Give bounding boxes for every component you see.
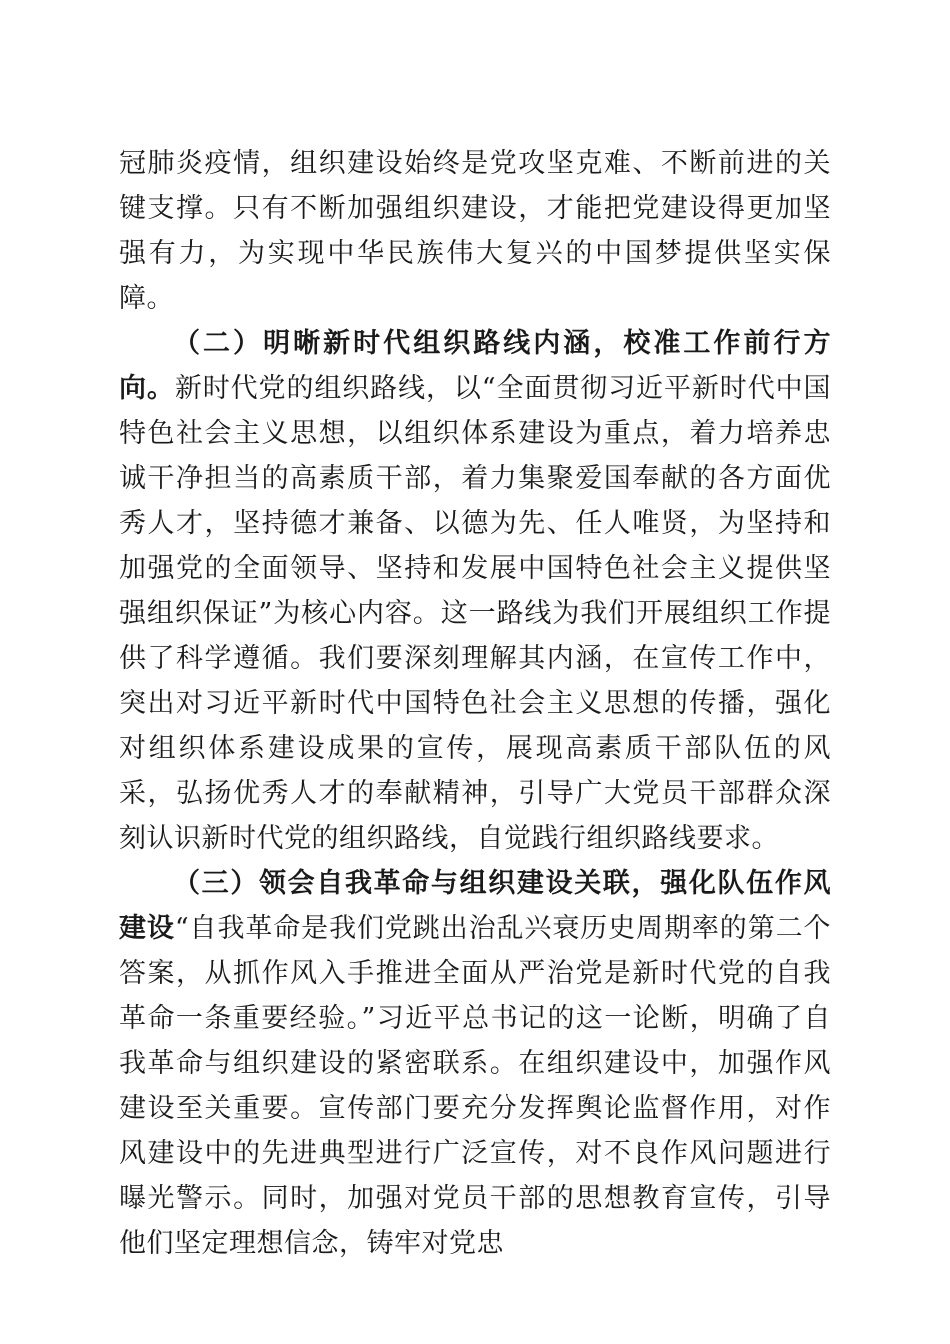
paragraph-text: “自我革命是我们党跳出治乱兴衰历史周期率的第二个答案，从抓作风入手推进全面从严治党是新时代党的自我革命一条重要经验。”习近平总书记的这一论断，明确了自我革命与组织建设的紧密联系。在组织建设中，加强作风建设至关重要。宣传部门要充分发挥舆论监督作用，对作风建设中的先进典型进行广泛宣传，对不良作风问题进行曝光警示。同时，加强对党员干部的思想教育宣传，引导他们坚定理想信念，铸牢对党忠 [119, 913, 832, 1259]
paragraph-continuation [119, 141, 831, 321]
section-heading-2: （二）明晰新时代组织路线内涵，校准工作前行方向。 [119, 328, 831, 404]
paragraph-text: 新时代党的组织路线，以“全面贯彻习近平新时代中国特色社会主义思想，以组织体系建设为重点，着力培养忠诚干净担当的高素质干部，着力集聚爱国奉献的各方面优秀人才，坚持德才兼备、以德为先、任人唯贤，为坚持和加强党的全面领导、坚持和发展中国特色社会主义提供坚强组织保证”为核心内容。这一路线为我们开展组织工作提供了科学遵循。我们要深刻理解其内涵，在宣传工作中，突出对习近平新时代中国特色社会主义思想的传播，强化对组织体系建设成果的宣传，展现高素质干部队伍的风采，弘扬优秀人才的奉献精神，引导广大党员干部群众深刻认识新时代党的组织路线，自觉践行组织路线要求。 [119, 373, 832, 854]
paragraph-text: 冠肺炎疫情，组织建设始终是党攻坚克难、不断前进的关键支撑。只有不断加强组织建设，才能把党建设得更加坚强有力，为实现中华民族伟大复兴的中国梦提供坚实保障。 [119, 148, 831, 314]
paragraph-section-2 [119, 321, 831, 861]
section-heading-3: （三）领会自我革命与组织建设关联，强化队伍作风建设 [119, 868, 831, 944]
document-body [119, 141, 831, 1266]
paragraph-section-3 [119, 861, 831, 1266]
